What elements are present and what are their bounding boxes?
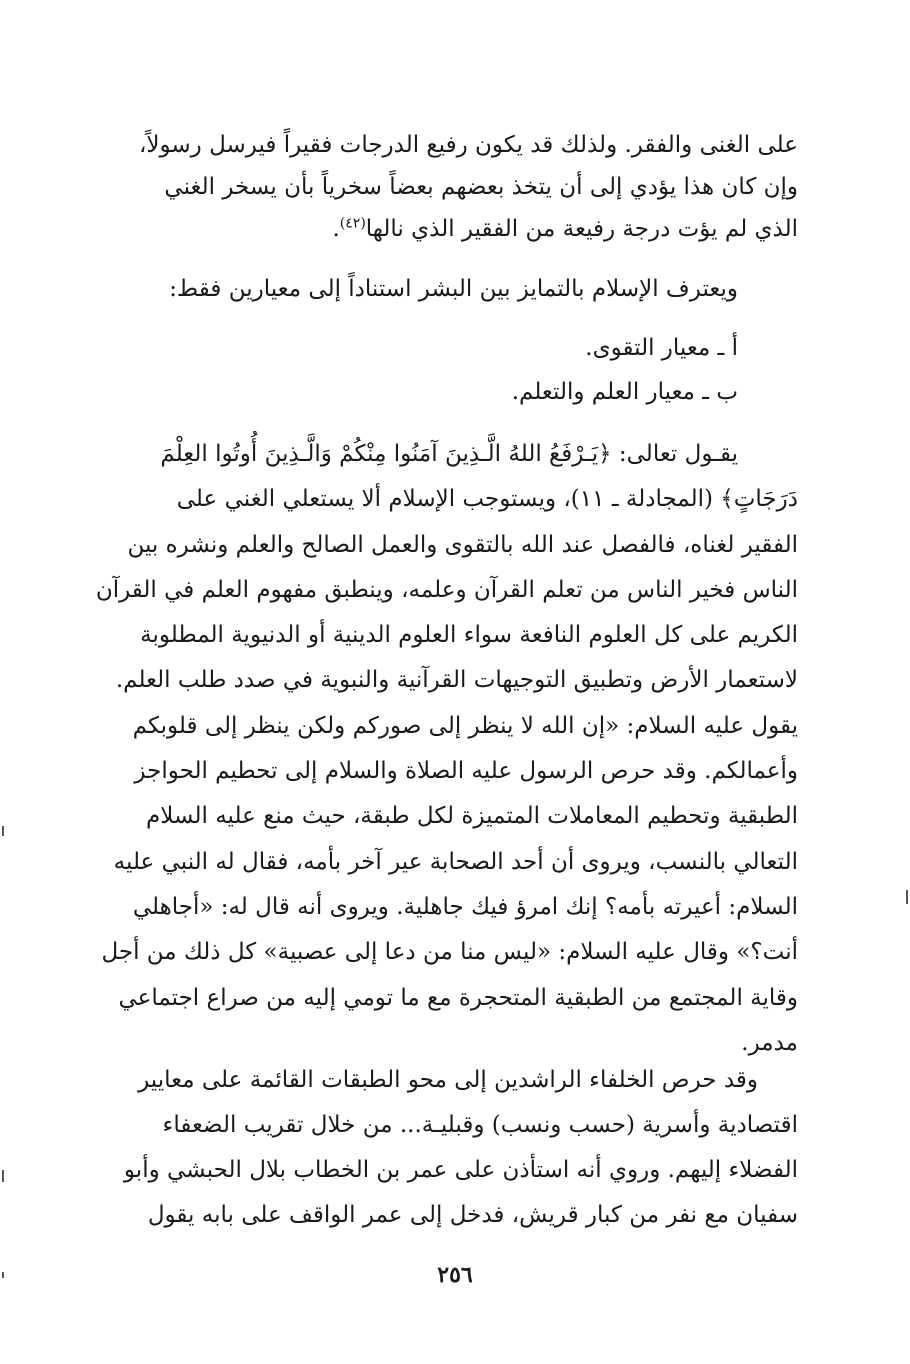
scan-mark: [2, 826, 4, 836]
page-number: ٢٥٦: [437, 1262, 473, 1288]
text-line: أنت؟» وقال عليه السلام: «ليس منا من دعا إلى عصبية» كل ذلك من أجل: [101, 939, 798, 966]
text-line: السلام: أعيرته بأمه؟ إنك امرؤ فيك جاهلية. ويروى أنه قال له: «أجاهلي: [132, 893, 798, 920]
text-line: الناس فخير الناس من تعلم القرآن وعلمه، وينطبق مفهوم العلم في القرآن: [95, 576, 798, 603]
text-line: الفضلاء إليهم. وروي أنه استأذن على عمر بن الخطاب بلال الحبشي وأبو: [123, 1157, 798, 1183]
text-line: مدمر.: [741, 1029, 798, 1056]
text-line: الطبقية وتحطيم المعاملات المتميزة لكل طبقة، حيث منع عليه السلام: [146, 803, 798, 830]
text-line: وقد حرص الخلفاء الراشدين إلى محو الطبقات القائمة على معايير: [138, 1067, 758, 1093]
footnote-reference: (٤٢): [339, 215, 366, 232]
text-line: دَرَجَاتٍ﴾ (المجادلة ـ ١١)، ويستوجب الإسلام ألا يستعلي الغني على: [176, 486, 798, 513]
text-line: يقول عليه السلام: «إن الله لا ينظر إلى صوركم ولكن ينظر إلى قلوبكم: [132, 712, 798, 739]
text-line: الفقير لغناه، فالفصل عند الله بالتقوى والعمل الصالح والعلم ونشره بين: [127, 531, 798, 558]
text-line: وأعمالكم. وقد حرص الرسول عليه الصلاة والسلام إلى تحطيم الحواجز: [134, 758, 798, 785]
paragraph-4: [95, 432, 798, 1066]
scan-mark: [2, 1170, 4, 1182]
text-line: [98, 208, 798, 250]
paragraph-2: [98, 268, 798, 310]
text-line: التعالي بالنسب، ويروى أن أحد الصحابة عير آخر بأمه، فقال له النبي عليه: [113, 848, 798, 875]
sentence-end: .: [332, 216, 340, 242]
text-line: وقاية المجتمع من الطبقية المتحجرة مع ما تومي إليه من صراع اجتماعي: [118, 984, 798, 1011]
text-line: ويعترف الإسلام بالتمايز بين البشر استناداً إلى معيارين فقط:: [169, 276, 738, 302]
scan-mark: [906, 890, 908, 904]
text-line: اقتصادية وأسرية (حسب ونسب) وقبليـة... من خلال تقريب الضعفاء: [162, 1112, 798, 1138]
text-line: على الغنى والفقر. ولذلك قد يكون رفيع الدرجات فقيراً فيرسل رسولاً،: [138, 132, 798, 158]
text-line: الكريم على كل العلوم النافعة سواء العلوم الدينية أو الدنيوية المطلوبة: [140, 622, 798, 649]
scan-mark: [2, 1272, 4, 1278]
text-line: وإن كان هذا يؤدي إلى أن يتخذ بعضهم بعضاً سخرياً بأن يسخر الغني: [164, 174, 798, 200]
text-segment: الذي لم يؤت درجة رفيعة من الفقير الذي نالها: [365, 216, 798, 242]
list-item: أ ـ معيار التقوى.: [585, 335, 738, 361]
text-line: لاستعمار الأرض وتطبيق التوجيهات القرآنية والنبوية في صدد طلب العلم.: [115, 667, 798, 694]
list-item: ب ـ معيار العلم والتعلم.: [511, 379, 738, 405]
criteria-list: [98, 326, 798, 414]
paragraph-5: [98, 1058, 798, 1238]
text-line: سفيان مع نفر من كبار قريش، فدخل إلى عمر الواقف على بابه يقول: [147, 1202, 798, 1228]
text-line: يقـول تعالى: ﴿يَـرْفَعُ اللهُ الَّـذِينَ آمَنُوا مِنْكُمْ وَالَّـذِينَ أُوتُوا العِلْمَ: [160, 441, 738, 467]
paragraph-1: [98, 124, 798, 250]
